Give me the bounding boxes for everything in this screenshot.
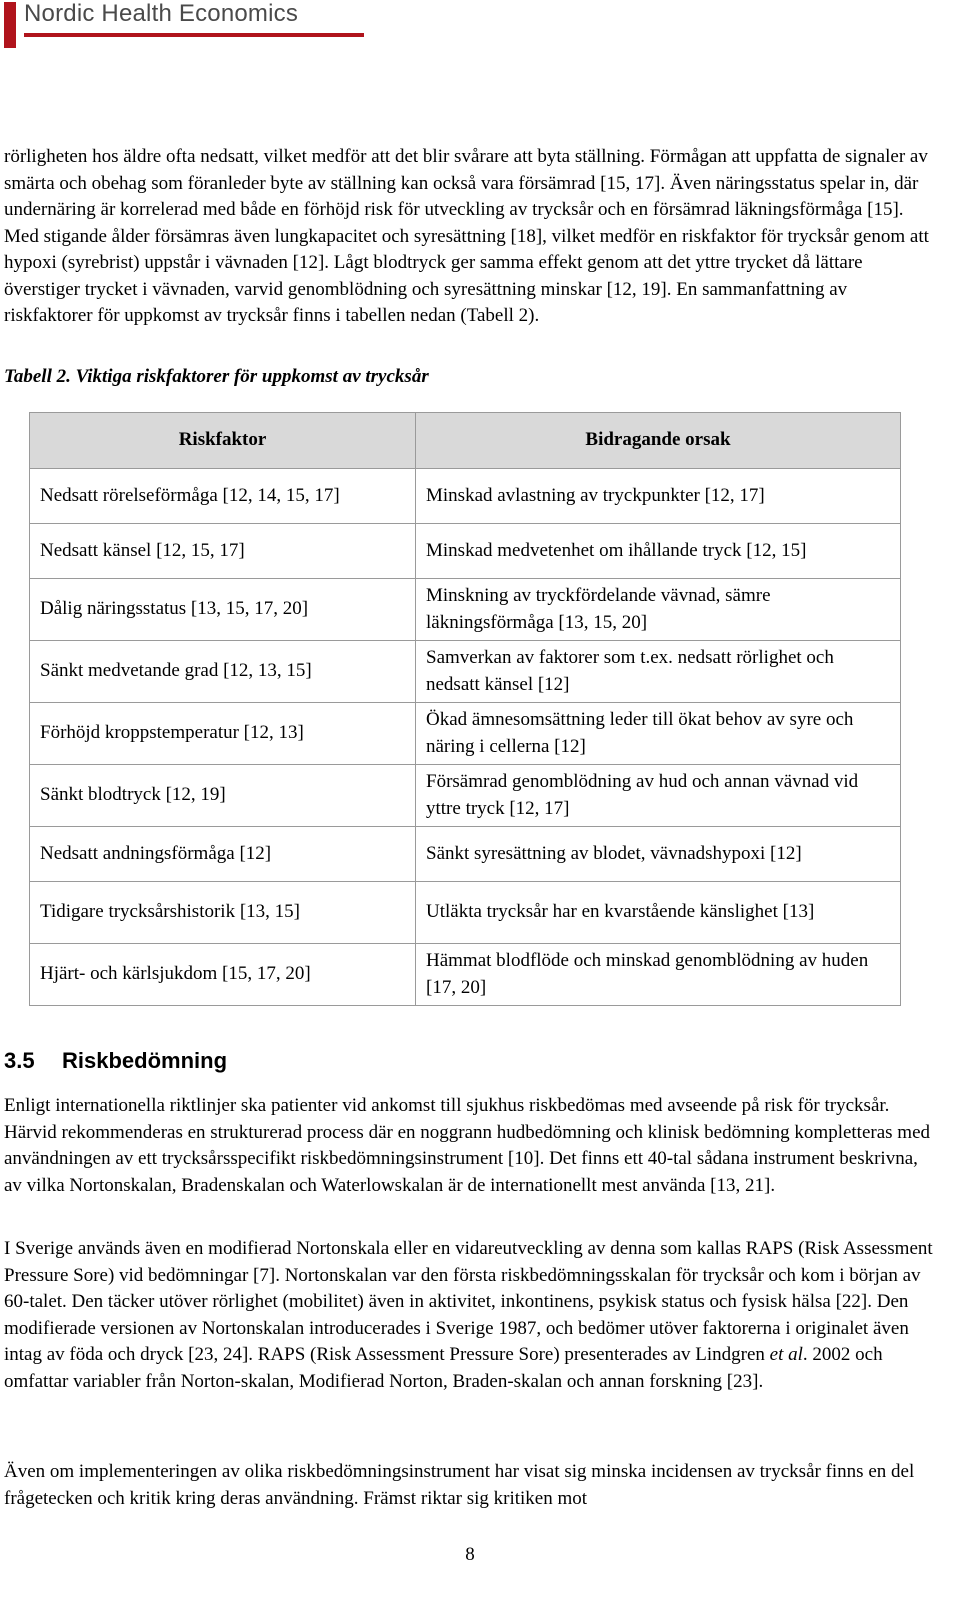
column-header-cause: Bidragande orsak <box>416 413 901 469</box>
cause-cell: Utläkta trycksår har en kvarstående känslighet [13] <box>416 882 901 944</box>
risk-factor-cell: Sänkt blodtryck [12, 19] <box>30 765 416 827</box>
cause-cell: Hämmat blodflöde och minskad genomblödning av huden [17, 20] <box>416 944 901 1006</box>
cause-cell: Samverkan av faktorer som t.ex. nedsatt rörlighet och nedsatt känsel [12] <box>416 641 901 703</box>
table-row <box>30 524 901 579</box>
paragraph-intro: rörligheten hos äldre ofta nedsatt, vilket medför att det blir svårare att byta ställning. Förmågan att uppfatta de signaler av smärta och obehag som föranleder byte av ställning kan också vara försämrad [15, 17]. Även näringsstatus spelar in, där undernäring är korrelerad med både en förhöjd risk för utveckling av trycksår och en försämrad läkningsförmåga [15]. Med stigande ålder försämras även lungkapacitet och syresättning [18], vilket medför en riskfaktor för trycksår genom att hypoxi (syrebrist) uppstår i vävnaden [12]. Lågt blodtryck ger samma effekt genom att det yttre trycket då lättare överstiger trycket i vävnaden, varvid genomblödning och syresättning minskar [12, 19]. En sammanfattning av riskfaktorer för uppkomst av trycksår finns i tabellen nedan (Tabell 2). <box>4 146 929 326</box>
table-row <box>30 579 901 641</box>
cause-cell: Minskning av tryckfördelande vävnad, sämre läkningsförmåga [13, 15, 20] <box>416 579 901 641</box>
logo-text: Nordic Health Economics <box>24 0 299 27</box>
risk-factor-cell: Sänkt medvetande grad [12, 13, 15] <box>30 641 416 703</box>
risk-factor-cell: Nedsatt rörelseförmåga [12, 14, 15, 17] <box>30 469 416 524</box>
paragraph-guidelines: Enligt internationella riktlinjer ska patienter vid ankomst till sjukhus riskbedömas med avseende på risk för trycksår. Härvid rekommenderas en strukturerad process där en noggrann hudbedömning och klinisk bedömning kompletteras med användningen av ett trycksårsspecifikt riskbedömningsinstrument [10]. Det finns ett 40-tal sådana instrument beskrivna, av vilka Nortonskalan, Bradenskalan och Waterlowskalan är de internationellt mest använda [13, 21]. <box>4 1095 931 1196</box>
paragraph-sweden <box>4 1236 939 1395</box>
risk-factor-cell: Nedsatt känsel [12, 15, 17] <box>30 524 416 579</box>
table-caption: Tabell 2. Viktiga riskfaktorer för uppkomst av trycksår <box>4 366 429 387</box>
table-row <box>30 765 901 827</box>
header-underline <box>24 33 364 37</box>
cause-cell: Försämrad genomblödning av hud och annan vävnad vid yttre tryck [12, 17] <box>416 765 901 827</box>
paragraph-sweden-italic: et al <box>769 1344 803 1365</box>
table-row <box>30 827 901 882</box>
cause-cell: Sänkt syresättning av blodet, vävnadshypoxi [12] <box>416 827 901 882</box>
paragraph-sweden-text-end: . 2002 och omfattar variabler från Norton-skalan, Modifierad Norton, Braden-skalan och annan forskning [23]. <box>4 1344 883 1392</box>
logo-bar <box>4 2 16 48</box>
section-number: 3.5 <box>4 1048 35 1073</box>
table-row <box>30 944 901 1006</box>
risk-factor-cell: Dålig näringsstatus [13, 15, 17, 20] <box>30 579 416 641</box>
document-header <box>0 0 960 60</box>
table-header-row <box>30 413 901 469</box>
paragraph-criticism: Även om implementeringen av olika riskbedömningsinstrument har visat sig minska incidensen av trycksår finns en del frågetecken och kritik kring deras användning. Främst riktar sig kritiken mot <box>4 1461 915 1509</box>
risk-factor-cell: Förhöjd kroppstemperatur [12, 13] <box>30 703 416 765</box>
risk-factor-table <box>29 412 901 1006</box>
risk-factor-cell: Hjärt- och kärlsjukdom [15, 17, 20] <box>30 944 416 1006</box>
table-row <box>30 641 901 703</box>
column-header-risk-factor: Riskfaktor <box>30 413 416 469</box>
cause-cell: Minskad avlastning av tryckpunkter [12, 17] <box>416 469 901 524</box>
cause-cell: Ökad ämnesomsättning leder till ökat behov av syre och näring i cellerna [12] <box>416 703 901 765</box>
table-row <box>30 703 901 765</box>
risk-factor-cell: Nedsatt andningsförmåga [12] <box>30 827 416 882</box>
risk-factor-cell: Tidigare trycksårshistorik [13, 15] <box>30 882 416 944</box>
table-row <box>30 469 901 524</box>
table-row <box>30 882 901 944</box>
cause-cell: Minskad medvetenhet om ihållande tryck [12, 15] <box>416 524 901 579</box>
section-heading <box>4 1048 227 1074</box>
paragraph-sweden-text: I Sverige används även en modifierad Nortonskala eller en vidareutveckling av denna som kallas RAPS (Risk Assessment Pressure Sore) vid bedömningar [7]. Nortonskalan var den första riskbedömningsskalan för trycksår och kom i början av 60-talet. Den täcker utöver rörlighet (mobilitet) även in aktivitet, inkontinens, psykisk status och fysisk hälsa [22]. Den modifierade versionen av Nortonskalan introducerades i Sverige 1987, och bedömer utöver faktorerna i originalet även intag av föda och dryck [23, 24]. RAPS (Risk Assessment Pressure Sore) presenterades av Lindgren <box>4 1238 933 1365</box>
page-number: 8 <box>465 1544 475 1565</box>
section-title: Riskbedömning <box>62 1048 228 1073</box>
